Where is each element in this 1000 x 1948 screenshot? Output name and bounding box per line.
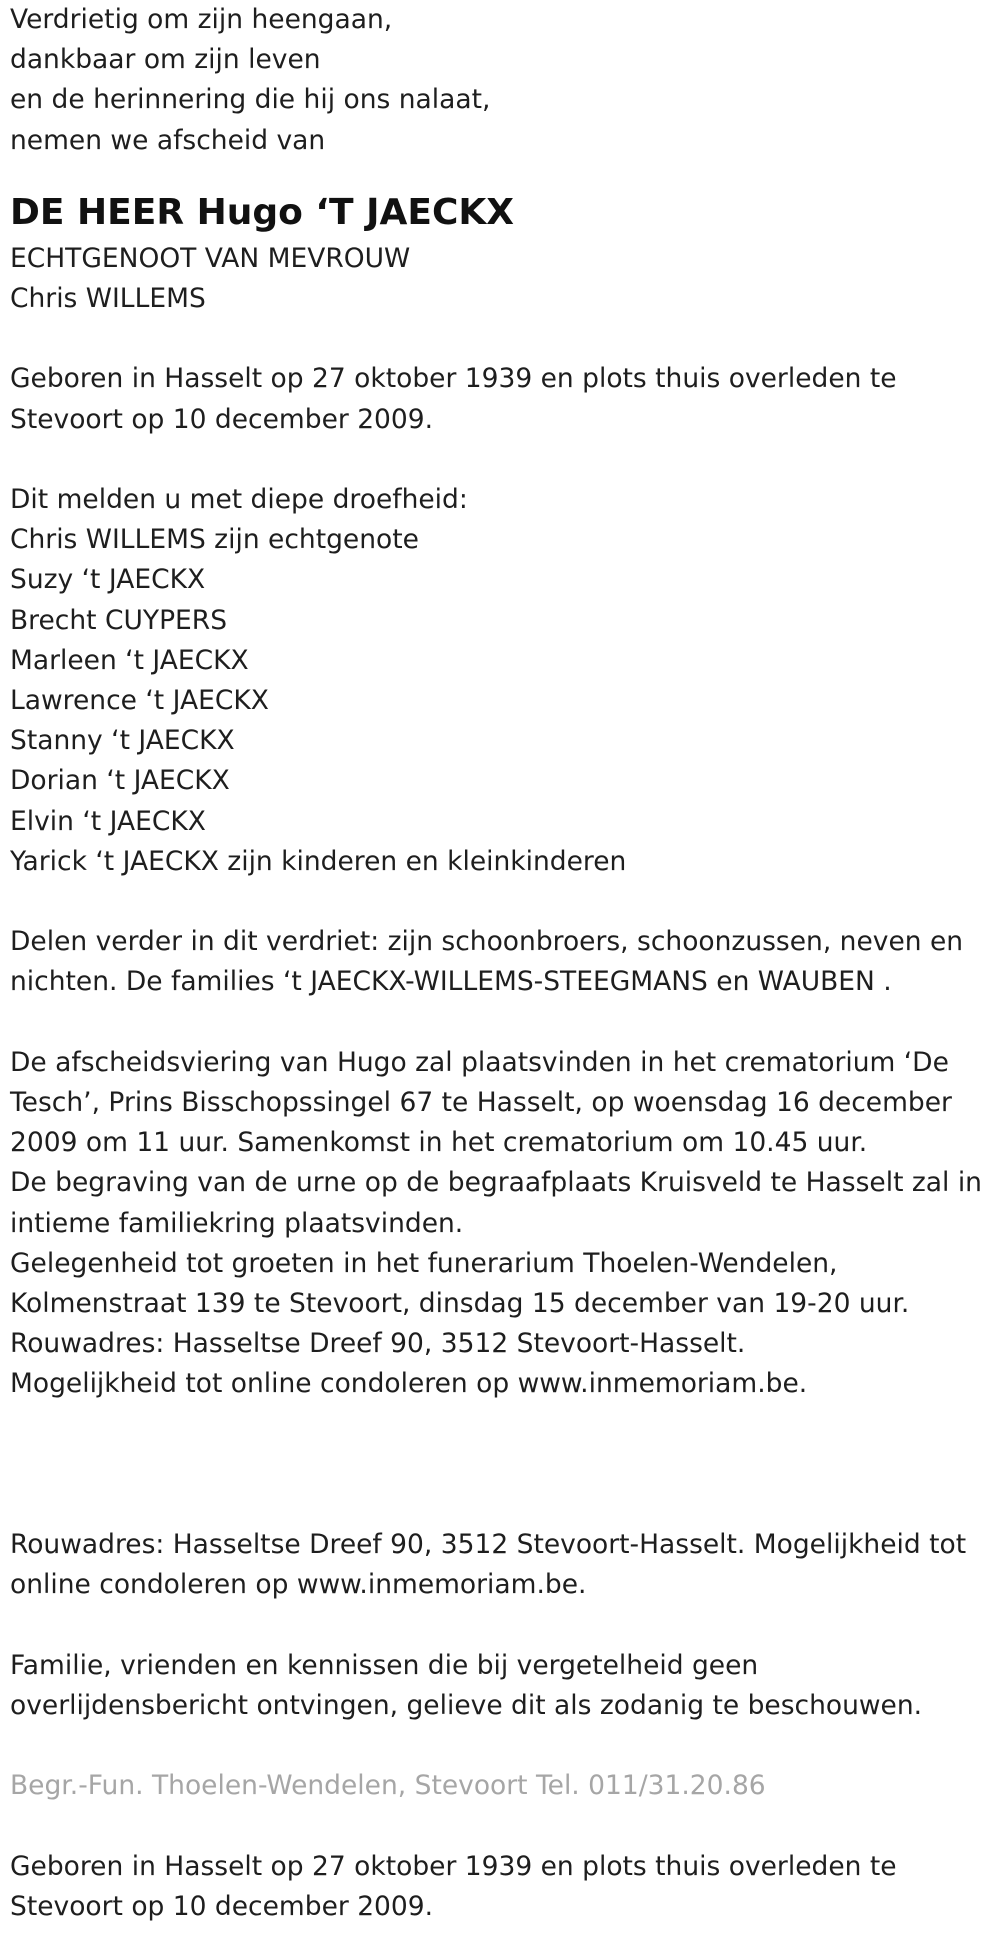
ceremony-paragraph bbox=[10, 1043, 995, 1405]
mourner-name: Chris WILLEMS zijn echtgenote bbox=[10, 524, 419, 556]
paragraph-line: 2009 om 11 uur. Samenkomst in het crematorium om 10.45 uur. bbox=[10, 1127, 868, 1159]
birth-death-paragraph-repeat bbox=[10, 1847, 995, 1927]
spouse-title: ECHTGENOOT VAN MEVROUW bbox=[10, 242, 411, 274]
verse-line: nemen we afscheid van bbox=[10, 124, 326, 156]
deceased-name: DE HEER Hugo ‘T JAECKX bbox=[10, 191, 515, 233]
paragraph-line: Geboren in Hasselt op 27 oktober 1939 en plots thuis overleden te bbox=[10, 1850, 897, 1882]
verse-line: Verdrietig om zijn heengaan, bbox=[10, 4, 393, 35]
mourning-address-paragraph bbox=[10, 1525, 995, 1605]
mourner-name: Marleen ‘t JAECKX bbox=[10, 644, 249, 676]
deceased-block bbox=[10, 187, 995, 319]
paragraph-line: online condoleren op www.inmemoriam.be. bbox=[10, 1569, 587, 1601]
verse-line: en de herinnering die hij ons nalaat, bbox=[10, 84, 491, 116]
opening-verse bbox=[10, 0, 995, 161]
mourner-name: Dorian ‘t JAECKX bbox=[10, 765, 230, 797]
paragraph-line: overlijdensbericht ontvingen, gelieve dit als zodanig te beschouwen. bbox=[10, 1690, 923, 1721]
mourner-name: Stanny ‘t JAECKX bbox=[10, 725, 235, 757]
mourners-list bbox=[10, 480, 995, 882]
paragraph-line: Rouwadres: Hasseltse Dreef 90, 3512 Stevoort-Hasselt. bbox=[10, 1328, 746, 1360]
birth-death-paragraph bbox=[10, 359, 995, 439]
verse-line: dankbaar om zijn leven bbox=[10, 44, 321, 76]
paragraph-line: De begraving van de urne op de begraafplaats Kruisveld te Hasselt zal in bbox=[10, 1167, 982, 1199]
paragraph-line: intieme familiekring plaatsvinden. bbox=[10, 1207, 464, 1239]
paragraph-line: Familie, vrienden en kennissen die bij vergetelheid geen bbox=[10, 1649, 759, 1681]
mourner-name: Elvin ‘t JAECKX bbox=[10, 805, 206, 837]
paragraph-line: Tesch’, Prins Bisschopssingel 67 te Hasselt, op woensdag 16 december bbox=[10, 1087, 952, 1119]
paragraph-line: Geboren in Hasselt op 27 oktober 1939 en plots thuis overleden te bbox=[10, 363, 897, 395]
funeral-home-contact: Begr.-Fun. Thoelen-Wendelen, Stevoort Tel. 011/31.20.86 bbox=[10, 1770, 766, 1802]
paragraph-line: De afscheidsviering van Hugo zal plaatsvinden in het crematorium ‘De bbox=[10, 1046, 949, 1078]
paragraph-line: Kolmenstraat 139 te Stevoort, dinsdag 15 december van 19-20 uur. bbox=[10, 1288, 910, 1320]
notice-paragraph bbox=[10, 1646, 995, 1726]
mourner-name: Brecht CUYPERS bbox=[10, 604, 228, 636]
mourner-name: Suzy ‘t JAECKX bbox=[10, 564, 206, 596]
paragraph-line: nichten. De families ‘t JAECKX-WILLEMS-STEEGMANS en WAUBEN . bbox=[10, 966, 892, 998]
paragraph-line: Mogelijkheid tot online condoleren op www.inmemoriam.be. bbox=[10, 1368, 808, 1400]
shared-grief-paragraph bbox=[10, 922, 995, 1002]
paragraph-line: Delen verder in dit verdriet: zijn schoonbroers, schoonzussen, neven en bbox=[10, 926, 964, 958]
mourners-intro: Dit melden u met diepe droefheid: bbox=[10, 484, 468, 515]
mourner-name: Lawrence ‘t JAECKX bbox=[10, 685, 269, 717]
paragraph-line: Stevoort op 10 december 2009. bbox=[10, 1890, 434, 1922]
obituary-document bbox=[10, 0, 995, 1927]
paragraph-line: Stevoort op 10 december 2009. bbox=[10, 403, 434, 435]
spouse-name: Chris WILLEMS bbox=[10, 283, 206, 315]
paragraph-line: Gelegenheid tot groeten in het funerarium Thoelen-Wendelen, bbox=[10, 1247, 838, 1279]
paragraph-line: Rouwadres: Hasseltse Dreef 90, 3512 Stevoort-Hasselt. Mogelijkheid tot bbox=[10, 1529, 967, 1561]
mourner-name: Yarick ‘t JAECKX zijn kinderen en kleinkinderen bbox=[10, 845, 627, 877]
